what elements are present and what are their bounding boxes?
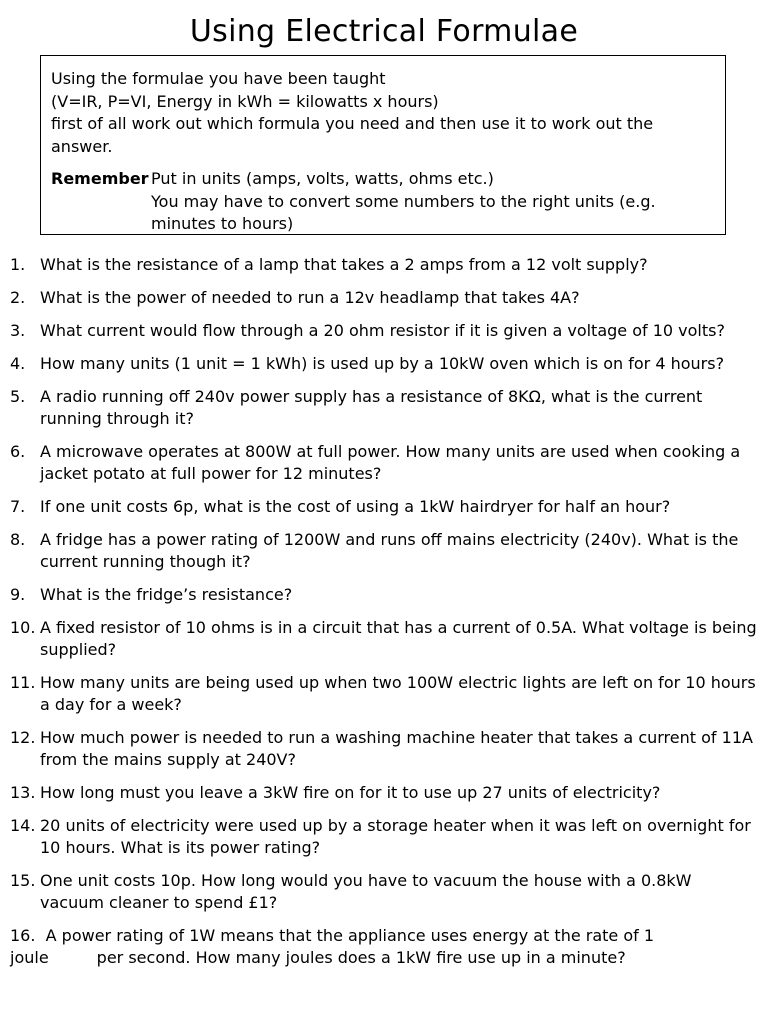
question-text: 20 units of electricity were used up by a storage heater when it was left on overnight for 10 hours. What is its power rating?	[40, 816, 751, 857]
question-text: What is the fridge’s resistance?	[40, 585, 293, 604]
question-item	[10, 529, 760, 573]
question-number: 16.	[10, 926, 36, 945]
instructions-box	[40, 55, 726, 235]
question-number: 15.	[10, 871, 36, 890]
question-number: 6.	[10, 442, 26, 461]
question-number: 7.	[10, 497, 26, 516]
question-item	[10, 353, 760, 375]
question-number: 14.	[10, 816, 36, 835]
question-item	[10, 925, 760, 969]
question-item	[10, 782, 760, 804]
question-text: What is the power of needed to run a 12v headlamp that takes 4A?	[40, 288, 580, 307]
question-item	[10, 870, 760, 914]
question-item	[10, 320, 760, 342]
question-line	[10, 925, 760, 947]
question-text: If one unit costs 6p, what is the cost of using a 1kW hairdryer for half an hour?	[40, 497, 671, 516]
question-list	[10, 254, 760, 980]
question-number: 2.	[10, 288, 26, 307]
question-number: 5.	[10, 387, 26, 406]
question-text: A power rating of 1W means that the appliance uses energy at the rate of 1	[45, 926, 655, 945]
page-title: Using Electrical Formulae	[189, 14, 579, 49]
question-number: 3.	[10, 321, 26, 340]
instruction-line: (V=IR, P=VI, Energy in kWh = kilowatts x hours)	[51, 91, 439, 111]
question-text: What is the resistance of a lamp that takes a 2 amps from a 12 volt supply?	[40, 255, 648, 274]
question-text: How long must you leave a 3kW fire on for it to use up 27 units of electricity?	[40, 783, 661, 802]
instruction-line: Using the formulae you have been taught	[51, 69, 386, 88]
question-item	[10, 254, 760, 276]
question-item	[10, 672, 760, 716]
question-text: How many units are being used up when two 100W electric lights are left on for 10 hours a day for a week?	[40, 673, 756, 714]
question-item	[10, 815, 760, 859]
remember-line: Put in units (amps, volts, watts, ohms etc.)	[151, 169, 494, 188]
remember-section	[51, 168, 717, 236]
question-number: 12.	[10, 728, 36, 747]
question-number: 9.	[10, 585, 26, 604]
question-text: What current would flow through a 20 ohm resistor if it is given a voltage of 10 volts?	[40, 321, 725, 340]
question-number: 11.	[10, 673, 36, 692]
question-number: 8.	[10, 530, 26, 549]
remember-notes	[151, 168, 717, 236]
question-number: 1.	[10, 255, 26, 274]
question-text: A microwave operates at 800W at full power. How many units are used when cooking a jacket potato at full power for 12 minutes?	[40, 442, 741, 483]
question-item	[10, 287, 760, 309]
question-text: joule	[10, 948, 49, 967]
question-text: A fixed resistor of 10 ohms is in a circuit that has a current of 0.5A. What voltage is being supplied?	[40, 618, 757, 659]
question-number: 4.	[10, 354, 26, 373]
question-item	[10, 441, 760, 485]
question-line	[10, 947, 760, 969]
question-text: per second. How many joules does a 1kW fire use up in a minute?	[96, 948, 626, 967]
question-item	[10, 496, 760, 518]
question-item	[10, 584, 760, 606]
question-text: How much power is needed to run a washing machine heater that takes a current of 11A from the mains supply at 240V?	[40, 728, 753, 769]
remember-label: Remember	[51, 169, 149, 188]
instruction-line: first of all work out which formula you need and then use it to work out the answer.	[51, 114, 654, 156]
question-text: How many units (1 unit = 1 kWh) is used up by a 10kW oven which is on for 4 hours?	[40, 354, 725, 373]
question-item	[10, 386, 760, 430]
question-number: 13.	[10, 783, 36, 802]
question-text: One unit costs 10p. How long would you have to vacuum the house with a 0.8kW vacuum cleaner to spend £1?	[40, 871, 692, 912]
question-text: A radio running off 240v power supply has a resistance of 8KΩ, what is the current running through it?	[40, 387, 703, 428]
remember-line: You may have to convert some numbers to the right units (e.g. minutes to hours)	[151, 191, 656, 233]
question-item	[10, 617, 760, 661]
question-item	[10, 727, 760, 771]
question-text: A fridge has a power rating of 1200W and runs off mains electricity (240v). What is the current running though it?	[40, 530, 739, 571]
question-number: 10.	[10, 618, 36, 637]
